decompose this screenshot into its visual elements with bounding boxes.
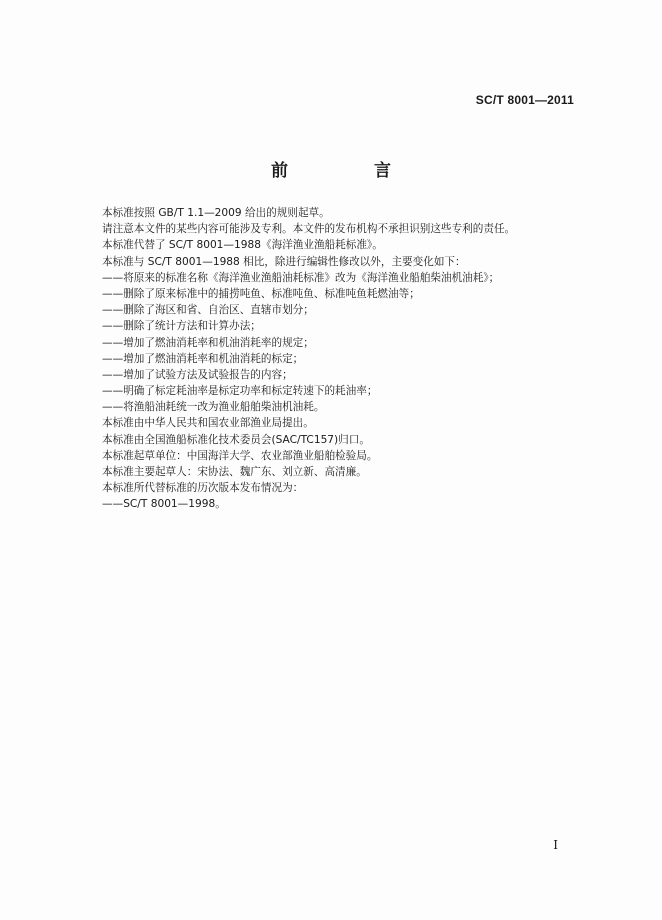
- text-line: 本标准主要起草人：宋协法、魏广东、刘立新、高清廉。: [102, 466, 367, 478]
- change-item: ——删除了海区和省、自治区、直辖市划分；: [102, 304, 314, 317]
- text-line: 本标准由全国渔船标准化技术委员会(SAC/TC157)归口。: [102, 433, 370, 446]
- text-line: 本标准所代替标准的历次版本发布情况为：: [102, 482, 304, 495]
- change-item: ——将原来的标准名称《海洋渔业渔船油耗标准》改为《海洋渔业船舶柴油机油耗》；: [102, 271, 500, 284]
- text-line: 请注意本文件的某些内容可能涉及专利。本文件的发布机构不承担识别这些专利的责任。: [102, 223, 516, 236]
- change-item: ——将渔船油耗统一改为渔业船舶柴油机油耗。: [102, 401, 325, 414]
- text-line: 本标准由中华人民共和国农业部渔业局提出。: [102, 417, 314, 430]
- standard-code: SC/T 8001—2011: [475, 93, 574, 107]
- change-item: ——增加了燃油消耗率和机油消耗的标定；: [102, 352, 304, 365]
- page-title: 前 言: [271, 161, 431, 181]
- text-line: 本标准起草单位：中国海洋大学、农业部渔业船舶检验局。: [102, 449, 378, 462]
- change-item: ——删除了原来标准中的捕捞吨鱼、标准吨鱼、标准吨鱼耗燃油等；: [102, 287, 420, 300]
- change-item: ——增加了燃油消耗率和机油消耗率的规定；: [102, 336, 314, 349]
- text-line: 本标准与 SC/T 8001—1988 相比，除进行编辑性修改以外，主要变化如下：: [102, 255, 466, 268]
- change-item: ——增加了试验方法及试验报告的内容；: [102, 368, 293, 381]
- text-line: 本标准按照 GB/T 1.1—2009 给出的规则起草。: [102, 207, 330, 219]
- page-number: I: [553, 838, 558, 852]
- history-item: ——SC/T 8001—1998。: [102, 498, 226, 511]
- change-item: ——删除了统计方法和计算办法；: [102, 320, 261, 333]
- text-line: 本标准代替了 SC/T 8001—1988《海洋渔业渔船耗标准》。: [102, 239, 383, 252]
- foreword-body: [102, 205, 572, 513]
- change-item: ——明确了标定耗油率是标定功率和标定转速下的耗油率；: [102, 385, 378, 398]
